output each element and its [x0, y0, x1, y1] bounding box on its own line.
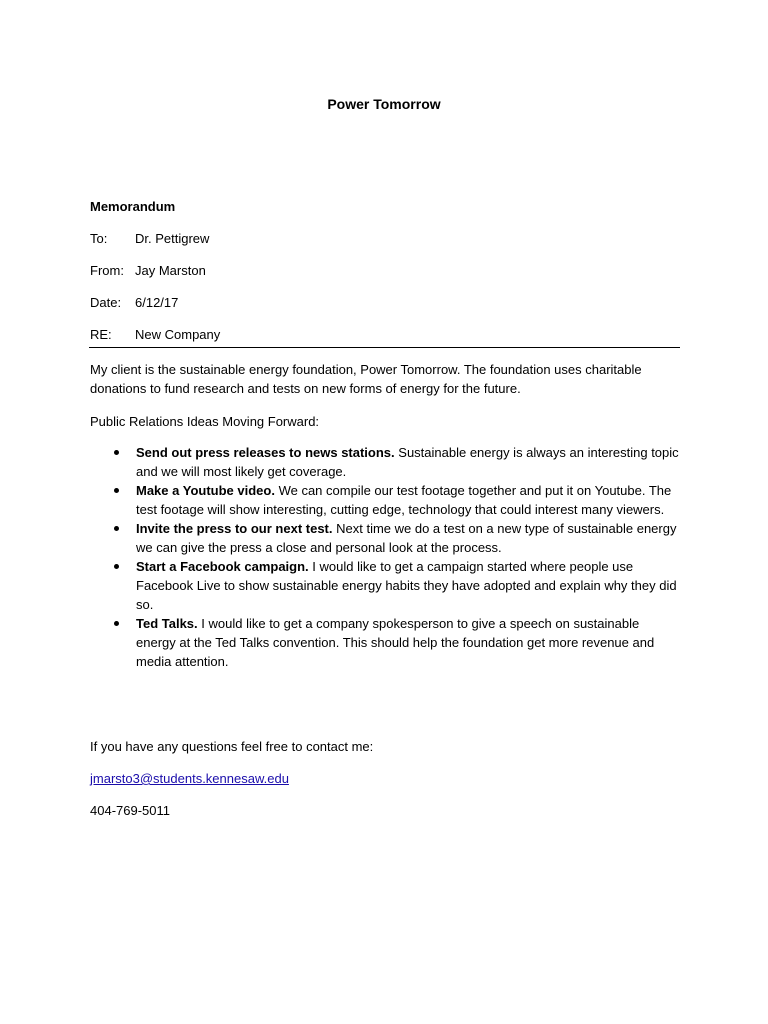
memo-heading: Memorandum [90, 199, 176, 214]
idea-text: I would like to get a campaign started where people use Facebook Live to show sustainable energy habits they have adopted and explain why they did so. [136, 559, 677, 612]
date-value: 6/12/17 [135, 295, 179, 310]
idea-text: Sustainable energy is always an interesting topic and we will most likely get coverage. [136, 445, 679, 479]
bullet-icon [114, 450, 119, 455]
list-item [90, 557, 680, 614]
idea-text: Next time we do a test on a new type of sustainable energy we can give the press a close and personal look at the process. [136, 521, 677, 555]
idea-title: Start a Facebook campaign. [136, 559, 309, 574]
from-label: From: [90, 263, 124, 278]
ideas-heading: Public Relations Ideas Moving Forward: [90, 414, 320, 429]
idea-title: Make a Youtube video. [136, 483, 275, 498]
bullet-icon [114, 621, 119, 626]
intro-paragraph: My client is the sustainable energy foundation, Power Tomorrow. The foundation uses charitable donations to fund research and tests on new forms of energy for the future. [90, 362, 642, 396]
list-item [90, 519, 680, 557]
idea-title: Invite the press to our next test. [136, 521, 333, 536]
idea-title: Send out press releases to news stations. [136, 445, 395, 460]
re-value: New Company [135, 327, 221, 342]
idea-text: We can compile our test footage together and put it on Youtube. The test footage will show interesting, cutting edge, technology that could interest many viewers. [136, 483, 672, 517]
list-item [90, 614, 680, 671]
to-label: To: [90, 231, 108, 246]
header-divider [89, 347, 680, 348]
bullet-icon [114, 526, 119, 531]
to-value: Dr. Pettigrew [135, 231, 210, 246]
list-item [90, 481, 680, 519]
email-link[interactable]: jmarsto3@students.kennesaw.edu [90, 771, 289, 786]
idea-title: Ted Talks. [136, 616, 198, 631]
bullet-icon [114, 564, 119, 569]
idea-text: I would like to get a company spokesperson to give a speech on sustainable energy at the Ted Talks convention. This should help the foundation get more revenue and media attention. [136, 616, 655, 669]
re-label: RE: [90, 327, 112, 342]
phone-number: 404-769-5011 [90, 803, 170, 818]
from-value: Jay Marston [135, 263, 206, 278]
contact-prompt: If you have any questions feel free to contact me: [90, 739, 374, 754]
list-item [90, 443, 680, 481]
document-title: Power Tomorrow [327, 96, 441, 112]
date-label: Date: [90, 295, 122, 310]
ideas-list [90, 443, 680, 671]
bullet-icon [114, 488, 119, 493]
